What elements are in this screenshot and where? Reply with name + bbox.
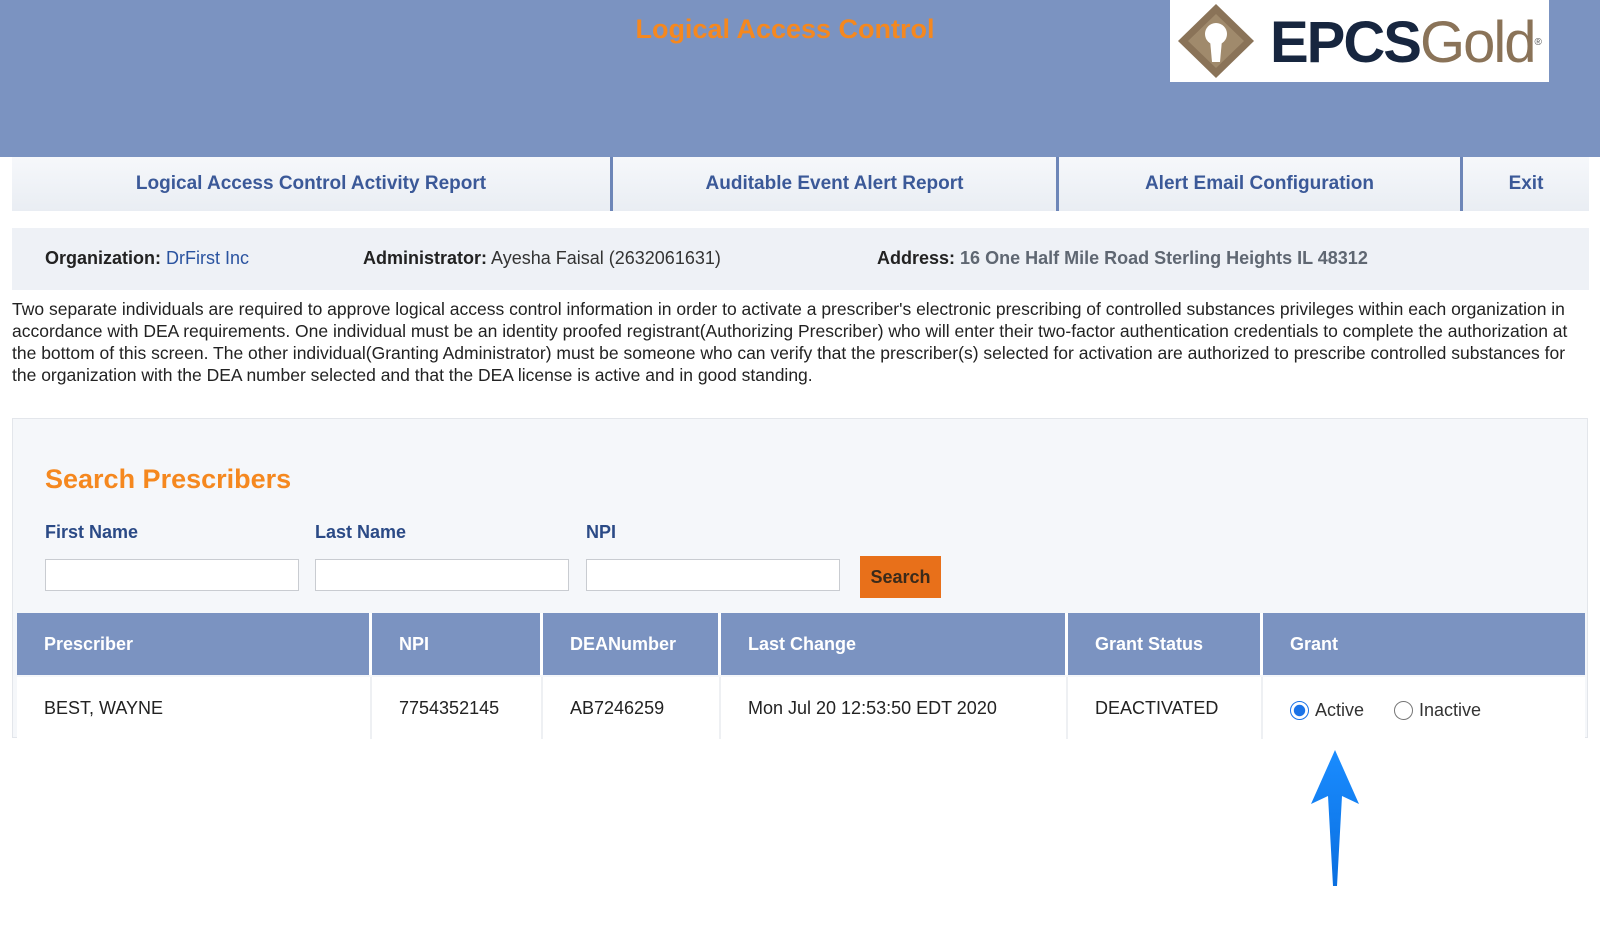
first-name-label: First Name: [45, 522, 139, 542]
logo-wordmark: EPCSGold®: [1270, 10, 1542, 75]
org-info-bar: [12, 228, 1589, 290]
table-row: [17, 677, 1585, 739]
administrator-value: Ayesha Faisal (2632061631): [491, 248, 721, 268]
cell-grant: [1263, 677, 1585, 739]
col-npi: NPI: [372, 613, 543, 675]
cell-prescriber: BEST, WAYNE: [17, 677, 372, 739]
dea-requirements-text: Two separate individuals are required to approve logical access control information in order to activate a prescriber's electronic prescribing of controlled substances privileges within each organization in accordance with DEA requirements. One individual must be an identity proofed registrant(Authorizing Prescriber) who will enter their two-factor authentication credentials to complete the authorization at the bottom of this screen. The other individual(Granting Administrator) must be someone who can verify that the prescriber(s) selected for activation are authorized to prescribe controlled substances for the organization with the DEA number selected and that the DEA license is active and in good standing.: [12, 299, 1568, 385]
col-grant-status: Grant Status: [1068, 613, 1263, 675]
last-name-input[interactable]: [315, 559, 569, 591]
address-value: 16 One Half Mile Road Sterling Heights IL 48312: [960, 248, 1368, 268]
grant-inactive-label: Inactive: [1419, 699, 1482, 720]
cell-npi: 7754352145: [372, 677, 543, 739]
keyhole-diamond-icon: [1170, 0, 1260, 82]
search-button[interactable]: Search: [860, 556, 941, 598]
grant-active-label: Active: [1315, 699, 1365, 720]
organization-field: Organization: DrFirst Inc: [45, 248, 250, 268]
search-panel: [12, 418, 1588, 738]
cell-last-change: Mon Jul 20 12:53:50 EDT 2020: [721, 677, 1068, 739]
col-last-change: Last Change: [721, 613, 1068, 675]
grant-inactive-option[interactable]: [1394, 700, 1481, 721]
search-prescribers-heading: Search Prescribers: [45, 464, 292, 494]
grant-active-option[interactable]: [1290, 700, 1364, 721]
prescriber-table-header: [17, 613, 1585, 675]
grant-radio-group: [1290, 696, 1481, 721]
administrator-field: Administrator: Ayesha Faisal (2632061631): [363, 248, 721, 268]
grant-inactive-radio[interactable]: [1394, 701, 1413, 720]
organization-value: DrFirst Inc: [166, 248, 250, 268]
col-dea-number: DEANumber: [543, 613, 721, 675]
npi-label: NPI: [586, 522, 617, 542]
grant-active-radio[interactable]: [1290, 701, 1309, 720]
cell-dea-number: AB7246259: [543, 677, 721, 739]
nav-activity-report[interactable]: Logical Access Control Activity Report: [12, 157, 613, 211]
nav-alert-email-config[interactable]: Alert Email Configuration: [1059, 157, 1463, 211]
cell-grant-status: DEACTIVATED: [1068, 677, 1263, 739]
address-field: Address: 16 One Half Mile Road Sterling Heights IL 48312: [877, 248, 1368, 268]
epcs-gold-logo: [1170, 0, 1549, 82]
npi-input[interactable]: [586, 559, 840, 591]
up-arrow-icon: [1309, 748, 1361, 888]
col-grant: Grant: [1290, 633, 1339, 654]
page-title: Logical Access Control: [635, 14, 935, 44]
top-nav: [12, 157, 1589, 211]
last-name-label: Last Name: [315, 522, 407, 542]
first-name-input[interactable]: [45, 559, 299, 591]
app-header: [0, 0, 1600, 157]
nav-exit[interactable]: Exit: [1508, 173, 1544, 194]
nav-event-alert-report[interactable]: Auditable Event Alert Report: [613, 157, 1059, 211]
col-prescriber: Prescriber: [17, 613, 372, 675]
